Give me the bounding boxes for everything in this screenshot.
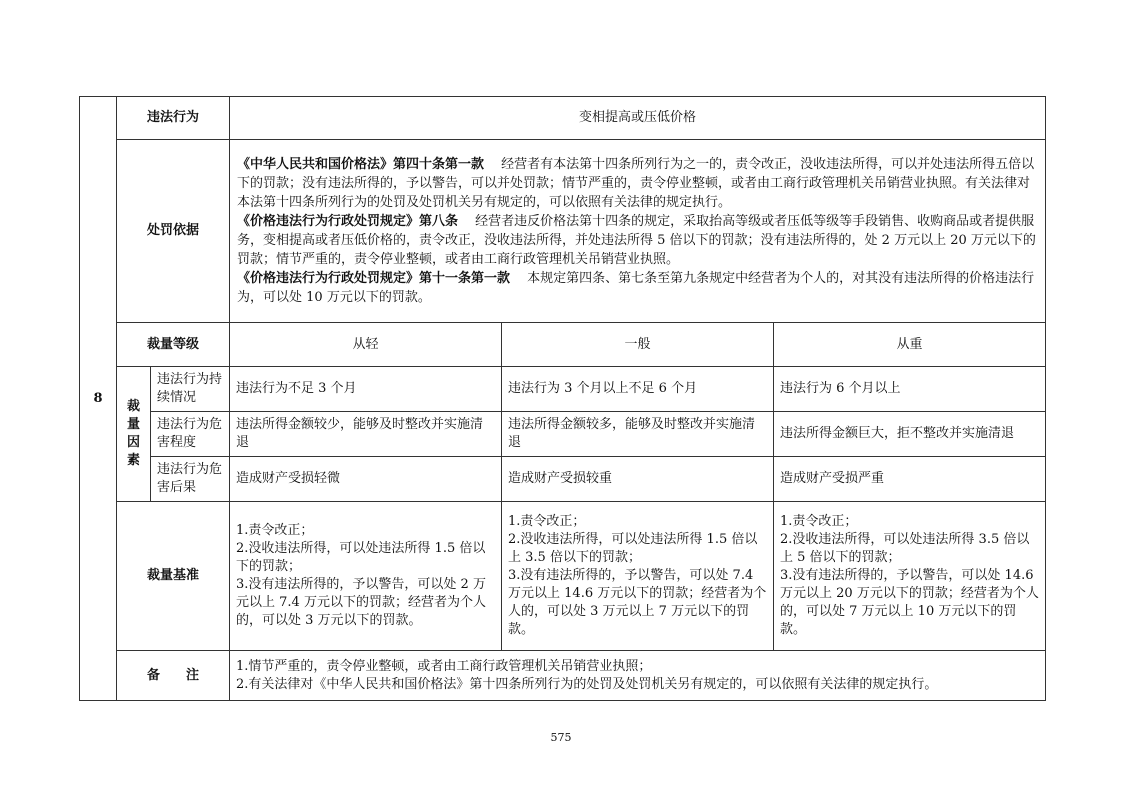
standard-line: 2.没收违法所得，可以处违法所得 3.5 倍以上 5 倍以下的罚款；	[780, 532, 1030, 565]
basis-item	[237, 212, 1038, 269]
basis-item	[237, 269, 1038, 307]
factor-label: 违法行为持续情况	[151, 367, 230, 412]
standard-light	[230, 502, 502, 651]
factor-light: 违法行为不足 3 个月	[230, 367, 502, 412]
factors-label-char: 裁	[126, 399, 140, 414]
standard-line: 2.没收违法所得，可以处违法所得 1.5 倍以下的罚款；	[236, 541, 486, 574]
factor-row	[80, 457, 1046, 502]
levels-row	[80, 323, 1046, 367]
factors-label-char: 素	[126, 453, 140, 468]
violation-row	[80, 97, 1046, 140]
row-number: 8	[80, 97, 117, 701]
standard-line: 1.责令改正；	[780, 514, 858, 529]
factor-row	[80, 367, 1046, 412]
standard-label: 裁量基准	[117, 502, 230, 651]
discretion-table	[79, 96, 1046, 701]
level-heavy: 从重	[774, 323, 1046, 367]
factors-label-char: 量	[126, 417, 140, 432]
level-light: 从轻	[230, 323, 502, 367]
factor-heavy: 违法所得金额巨大，拒不整改并实施清退	[774, 412, 1046, 457]
standard-line: 1.责令改正；	[508, 514, 586, 529]
basis-content	[230, 140, 1046, 323]
basis-law: 《价格违法行为行政处罚规定》第十一条第一款	[237, 271, 511, 286]
level-normal: 一般	[502, 323, 774, 367]
standard-line: 2.没收违法所得，可以处违法所得 1.5 倍以上 3.5 倍以下的罚款；	[508, 532, 758, 565]
standard-line: 3.没有违法所得的，予以警告，可以处 7.4 万元以上 14.6 万元以下的罚款；经营者为个人的，可以处 3 万元以上 7 万元以下的罚款。	[508, 568, 767, 637]
standard-line: 3.没有违法所得的，予以警告，可以处 2 万元以上 7.4 万元以下的罚款；经营者为个人的，可以处 3 万元以下的罚款。	[236, 577, 486, 628]
standard-row	[80, 502, 1046, 651]
factor-row	[80, 412, 1046, 457]
standard-heavy	[774, 502, 1046, 651]
factor-light: 违法所得金额较少，能够及时整改并实施清退	[230, 412, 502, 457]
standard-line: 3.没有违法所得的，予以警告，可以处 14.6 万元以上 20 万元以下的罚款；经营者为个人的，可以处 7 万元以上 10 万元以下的罚款。	[780, 568, 1039, 637]
factor-light: 造成财产受损轻微	[230, 457, 502, 502]
remarks-content	[230, 651, 1046, 701]
basis-item	[237, 155, 1038, 212]
basis-text: 经营者有本法第十四条所列行为之一的，责令改正，没收违法所得，可以并处违法所得五倍以下的罚款；没有违法所得的，予以警告，可以并处罚款；情节严重的，责令停业整顿，或者由工商行政管理机关吊销营业执照。有关法律对本法第十四条所列行为的处罚及处罚机关另有规定的，可以依照有关法律的规定执行。	[237, 157, 1035, 210]
factor-normal: 造成财产受损较重	[502, 457, 774, 502]
factor-normal: 违法行为 3 个月以上不足 6 个月	[502, 367, 774, 412]
levels-label: 裁量等级	[117, 323, 230, 367]
remark-line: 1.情节严重的，责令停业整顿，或者由工商行政管理机关吊销营业执照；	[236, 658, 652, 674]
factors-label-char: 因	[126, 435, 140, 450]
factors-label	[117, 367, 151, 502]
factor-normal: 违法所得金额较多，能够及时整改并实施清退	[502, 412, 774, 457]
remarks-label: 备 注	[117, 651, 230, 701]
basis-text: 经营者违反价格法第十四条的规定，采取抬高等级或者压低等级等手段销售、收购商品或者提供服务，变相提高或者压低价格的，责令改正，没收违法所得，并处违法所得 5 倍以下的罚款；没有违法所得的，处 2 万元以上 20 万元以下的罚款；情节严重的，责令停业整顿，或者由工商行政管理机关吊销营业执照。	[237, 214, 1036, 267]
basis-row	[80, 140, 1046, 323]
discretion-table-sheet	[79, 96, 1045, 706]
standard-normal	[502, 502, 774, 651]
basis-label: 处罚依据	[117, 140, 230, 323]
basis-law: 《中华人民共和国价格法》第四十条第一款	[237, 157, 485, 172]
factor-heavy: 违法行为 6 个月以上	[774, 367, 1046, 412]
remark-line: 2.有关法律对《中华人民共和国价格法》第十四条所列行为的处罚及处罚机关另有规定的，可以依照有关法律的规定执行。	[236, 676, 938, 692]
basis-law: 《价格违法行为行政处罚规定》第八条	[237, 214, 459, 229]
remarks-row	[80, 651, 1046, 701]
basis-text: 本规定第四条、第七条至第九条规定中经营者为个人的，对其没有违法所得的价格违法行为，可以处 10 万元以下的罚款。	[237, 271, 1035, 305]
factor-label: 违法行为危害后果	[151, 457, 230, 502]
violation-value: 变相提高或压低价格	[230, 97, 1046, 140]
page-number: 575	[550, 731, 572, 744]
factor-heavy: 造成财产受损严重	[774, 457, 1046, 502]
violation-label: 违法行为	[117, 97, 230, 140]
standard-line: 1.责令改正；	[236, 523, 314, 538]
factor-label: 违法行为危害程度	[151, 412, 230, 457]
